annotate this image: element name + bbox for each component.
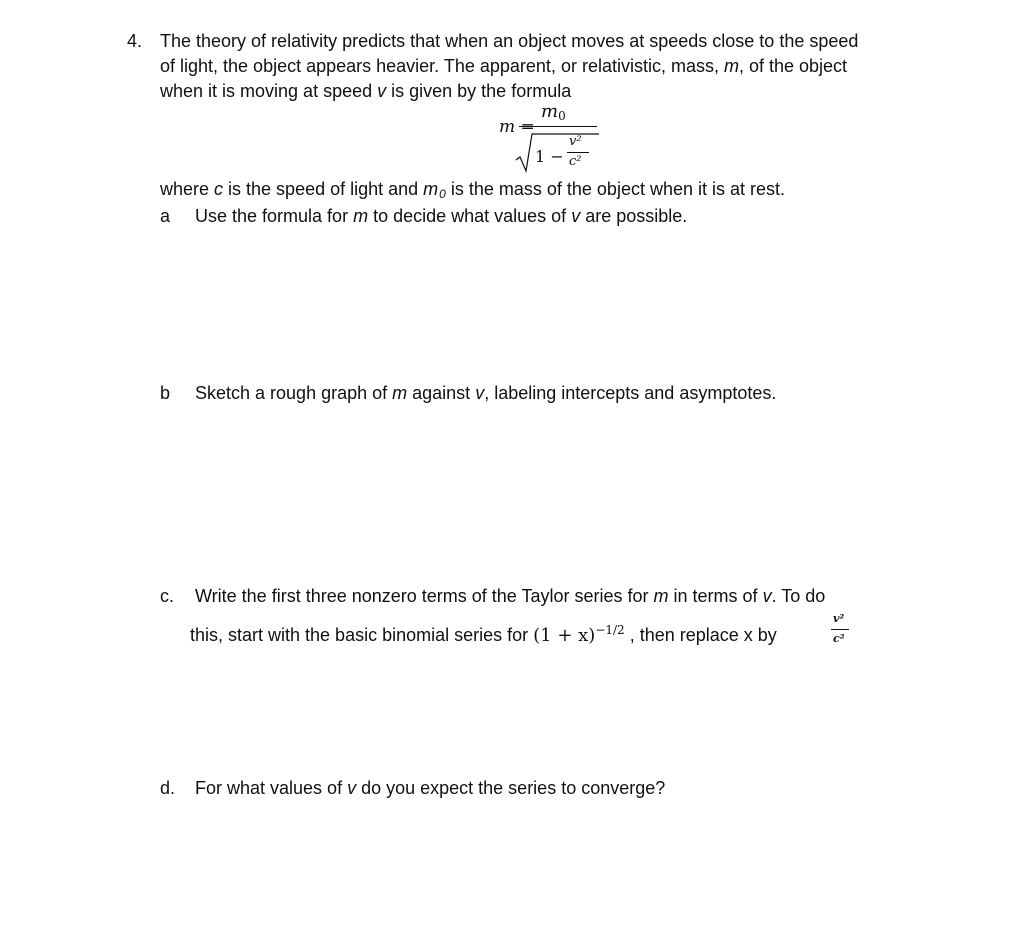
part-d-text-b: do you expect the series to converge? xyxy=(356,778,666,798)
intro-line-2-text-b: , of the object xyxy=(738,56,848,76)
formula-numerator-sub: 0 xyxy=(558,109,566,123)
replacement-fraction-den: c² xyxy=(833,632,845,645)
part-c-text-b: in terms of xyxy=(668,586,763,606)
binomial-exponent: −1/2 xyxy=(595,623,625,637)
var-v: v xyxy=(762,586,772,606)
var-m: m xyxy=(723,56,739,76)
replacement-fraction-num: v² xyxy=(833,612,845,625)
var-m: m xyxy=(353,206,369,226)
intro-line-3-text-a: when it is moving at speed xyxy=(160,81,378,101)
part-c-label: c. xyxy=(160,586,175,606)
part-c-text-c: . To do xyxy=(771,586,826,606)
var-c: c xyxy=(214,179,224,199)
intro-line-2 xyxy=(160,54,847,79)
var-m: m xyxy=(392,383,408,403)
part-b-text-a: Sketch a rough graph of xyxy=(195,383,393,403)
part-c-line-1 xyxy=(195,584,825,609)
where-line xyxy=(160,177,785,207)
problem-number: 4. xyxy=(127,31,143,51)
intro-line-2-text-a: of light, the object appears heavier. The apparent, or relativistic, mass, xyxy=(160,56,724,76)
binomial-series-expr xyxy=(533,625,625,646)
intro-line-1: The theory of relativity predicts that when an object moves at speeds close to the speed xyxy=(160,31,859,51)
var-m: m xyxy=(653,586,669,606)
part-d-question xyxy=(195,776,665,801)
part-a-text-a: Use the formula for xyxy=(195,206,354,226)
formula-numerator-m: m xyxy=(541,101,559,122)
part-d-text-a: For what values of xyxy=(195,778,348,798)
var-v: v xyxy=(347,778,357,798)
where-text-b: is the speed of light and xyxy=(223,179,424,199)
formula-inner-num: v² xyxy=(569,134,582,149)
part-c-line2-text-a: this, start with the basic binomial series for xyxy=(190,625,534,645)
relativistic-mass-formula xyxy=(495,101,605,176)
binomial-base: (1 + x) xyxy=(533,625,596,646)
where-text-rest: is the mass of the object when it is at rest. xyxy=(445,179,786,199)
var-m0: m xyxy=(423,179,439,199)
part-c-text-a: Write the first three nonzero terms of the Taylor series for xyxy=(195,586,654,606)
replacement-fraction xyxy=(830,612,852,648)
part-a-label: a xyxy=(160,206,171,226)
part-a-text-b: to decide what values of xyxy=(368,206,572,226)
intro-line-3 xyxy=(160,79,571,104)
intro-line-3-text-b: is given by the formula xyxy=(386,81,572,101)
part-b-question xyxy=(195,381,776,406)
formula-numerator xyxy=(541,101,566,123)
formula-inner-den: c² xyxy=(569,154,582,169)
where-text-a: where xyxy=(160,179,215,199)
var-v: v xyxy=(475,383,485,403)
part-c-line-2 xyxy=(190,618,777,648)
part-b-label: b xyxy=(160,383,171,403)
part-a-text-c: are possible. xyxy=(580,206,688,226)
formula-lhs: m = xyxy=(499,117,535,137)
part-c-line2-text-b: , then replace x by xyxy=(624,625,777,645)
formula-inner-bar xyxy=(567,152,589,153)
part-b-text-b: against xyxy=(407,383,476,403)
part-d-label: d. xyxy=(160,778,176,798)
part-a-question xyxy=(195,204,687,229)
part-b-text-c: , labeling intercepts and asymptotes. xyxy=(484,383,777,403)
replacement-fraction-bar xyxy=(831,629,849,630)
var-v: v xyxy=(571,206,581,226)
formula-fraction-bar xyxy=(519,126,597,127)
var-v: v xyxy=(377,81,387,101)
var-m0-sub: 0 xyxy=(439,187,446,201)
formula-one-minus: 1 − xyxy=(535,147,564,166)
